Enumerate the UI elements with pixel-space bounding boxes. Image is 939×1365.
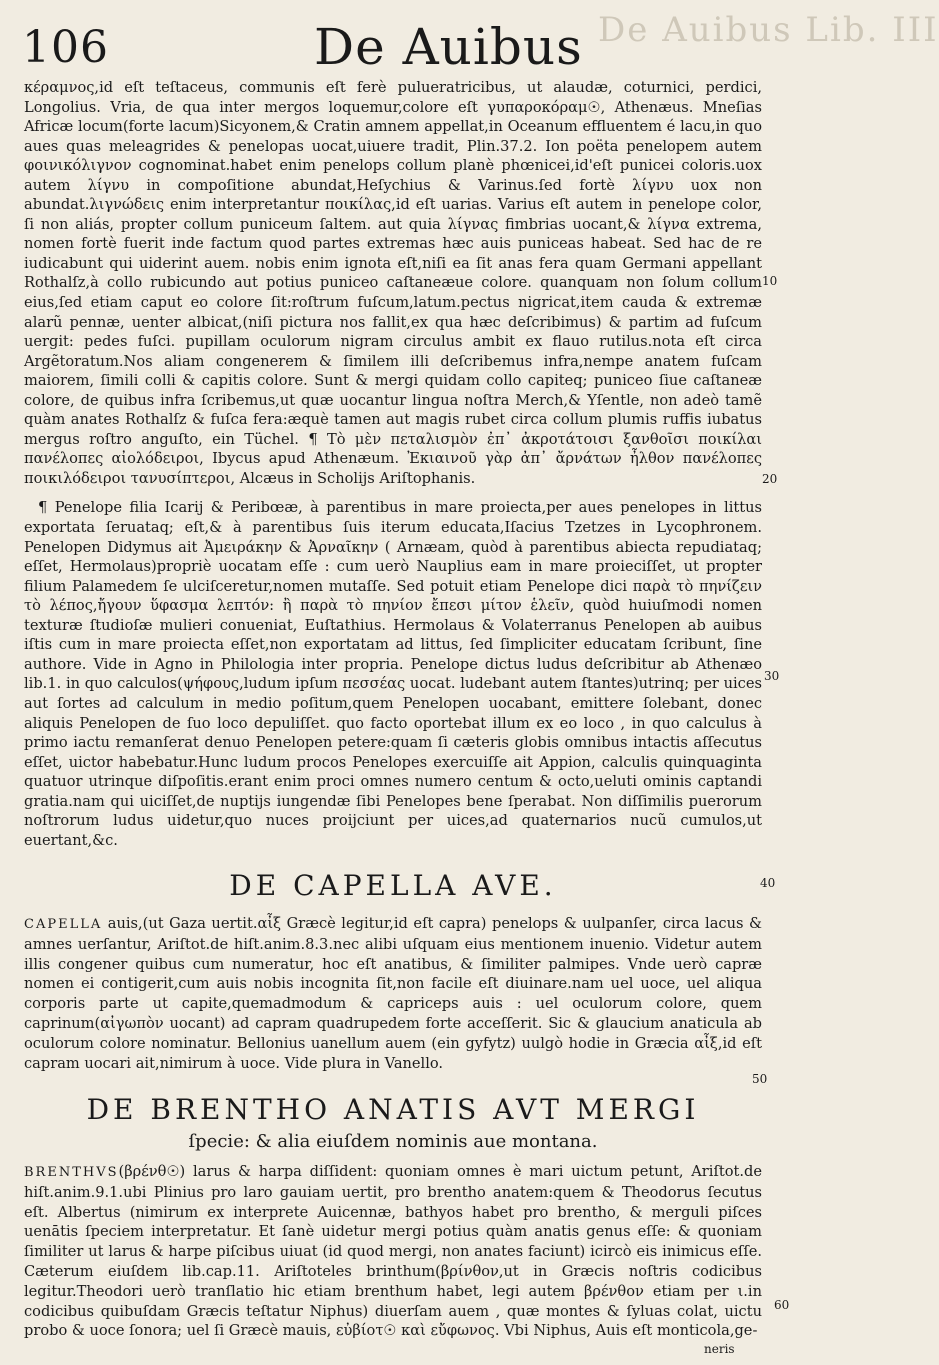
line-number: 20	[762, 472, 778, 486]
section-capella	[24, 866, 762, 1073]
section-subtitle: ſpecie: & alia eiuſdem nominis aue montana.	[188, 1131, 598, 1152]
catchword: neris	[704, 1342, 735, 1356]
section-text	[24, 914, 762, 1073]
paragraph-penelope-myth: ¶ Penelope filia Icarij & Peribœæ, à parentibus in mare proiecta,per aues penelopes in littus exportata ſeruataq; eſt,& à parentibus ſuis iterum educata,Iſacius Tzetzes in Lycophronem. Penelopen Didymus ait Ἀμειράκην & Ἀρναῖκην ( Arnæam, quòd à parentibus abiecta repudiataq; eſſet, Hermolaus)propriè uocatam eſſe : cum uerò Nauplius eam in mare proieciſſet, ut propter filium Palamedem ſe ulciſceretur,nomen mutaſſe. Sed potuit etiam Penelope dici παρὰ τὸ πηνίζειν τὸ λέπος,ἤγουν ὕφασμα λεπτόν: ἢ παρὰ τὸ πηνίον ἔπεσι μίτον ἑλεῖν, quòd huiuſmodi nomen texturæ ſtudioſæ mulieri conueniat, Euſtathius. Hermolaus & Volaterranus Penelopen ab auibus iſtis cum in mare proiecta eſſet,non exportatam ad littus, ſed ſimpliciter educatam ſcribunt, ſine authore. Vide in Agno in Philologia inter propria. Penelope dictus ludus deſcribitur ab Athenæo lib.1. in quo calculos(ψήφους,ludum ipſum πεσσέας uocat. ludebant autem ſtantes)utrinq; per uices aut ſortes ad calculum in medio poſitum,quem Penelopen uocabant, emittere ſolebant, donec aliquis Penelopen de ſuo loco depuliſſet. quo facto oportebat illum ex eo loco , in quo calculus à primo iactu remanſerat denuo Penelopen petere:quam ſi cæteris globis omnibus intactis aſſecutus eſſet, uictor habebatur.Hunc ludum procos Penelopes exercuiſſe ait Appion, calculis quinquaginta quatuor utrinque diſpoſitis.erant enim proci omnes numero centum & octo,ueluti ominis captandi gratia.nam qui uiciſſet,de nuptijs iungendæ ſibi Penelopes bene ſperabat. Non diſſimilis puerorum noſtrorum ludus uidetur,quo nuces proijciunt per uices,ad quaternarios nucũ cumulos,ut euertant,&c.	[24, 499, 762, 849]
bleed-through-text: De Auibus Lib. III	[598, 10, 939, 50]
section-brenthus	[24, 1090, 762, 1341]
line-number: 30	[764, 669, 780, 683]
section-body-text: auis,(ut Gaza uertit.αἶξ Græcè legitur,id eſt capra) penelops & uulpanſer, circa lacus & amnes uerſantur, Ariſtot.de hiſt.anim.8.3.nec alibi uſquam eius mentionem inuenio. Videtur autem illis congener quibus cum numeratur, hoc eſt anatibus, & ſimiliter palmipes. Vnde uerò capræ nomen ei contigerit,cum auis nobis incognita ſit,non facile eſt diuinare.nam uel uoce, uel aliqua corporis parte ut capite,quemadmodum & capriceps auis : uel oculorum colore, quem caprinum(αἰγωπὸν uocant) ad capram quadrupedem forte acceſſerit. Sic & glaucium anaticula ab oculorum colore nominatur. Bellonius uanellum auem (ein gyfytz) uulgò hodie in Græcia αἶξ,id eſt capram uocari ait,nimirum à uoce. Vide plura in Vanello.	[24, 915, 762, 1072]
main-text	[24, 78, 762, 850]
page-number: 106	[22, 22, 109, 73]
line-number: 60	[774, 1298, 790, 1312]
section-title: DE BRENTHO ANATIS AVT MERGI	[86, 1093, 700, 1126]
page-header	[22, 20, 762, 82]
paragraph-penelops: κέραμνος,id eſt teſtaceus, communis eſt ferè pulueratricibus, ut alaudæ, coturnici, perdici, Longolius. Vria, de qua inter mergos loquemur,colore eſt γυπαροκόραμ☉, Athenæus. Mneſias Africæ locum(forte lacum)Sicyonem,& Cratin amnem appellat,in Oceanum effluentem é lacu,in quo aues quas meleagrides & penelopas uocat,uiuere tradit, Plin.37.2. Ion poëta penelopem autem φοινικόλιγνον cognominat.habet enim penelops collum planè phœnicei,id'eſt punicei coloris.uox autem λίγνυ in compoſitione abundat,Heſychius & Varinus.ſed fortè λίγνυ uox non abundat.λιγνώδεις enim interpretantur ποικίλας,id eſt uarias. Varius eſt autem in penelope color, ſi non aliás, propter collum puniceum ſaltem. aut quia λίγνας fimbrias uocant,& λίγνα extrema, nomen fortè fuerit inde factum quod partes extremas hæc auis puniceas habeat. Sed hac de re iudicabunt qui uiderint auem. nobis enim ignota eſt,niſi ea ſit anas fera quam Germani appellant Rothalſz,à collo rubicundo aut potius puniceo caſtaneæue colore. quanquam non ſolum collum eius,ſed etiam caput eo colore ſit:roſtrum fuſcum,latum.pectus nigricat,item cauda & extremæ alarũ pennæ, uenter albicat,(niſi pictura nos fallit,ex qua hæc deſcribimus) & partim ad fuſcum uergit: pedes fuſci. pupillam oculorum nigram circulus ambit ex flauo rutilus.nota eſt circa Argẽtoratum.Nos aliam congenerem & ſimilem illi deſcribemus infra,nempe anatem fuſcam maiorem, ſimili colli & capitis colore. Sunt & mergi quidam collo capiteq; puniceo ſiue caſtaneæ colore, de quibus infra ſcribemus,ut quæ uocantur lingua noſtra Merch,& Yſentle, non adeò tamẽ quàm anates Rothalſz & fuſca fera:æquè tamen aut magis rubet circa collum plumis ruffis iubatus mergus roſtro anguſto, ein Tüchel. ¶ Τὸ μὲν πεταλισμὸν ἐπ᾽ ἀκροτάτοισι ξανθοῖσι ποικίλαι πανέλοπες αἰολόδειροι, Ibycus apud Athenæum. Ἐκιαινοῦ γὰρ ἀπ᾽ ἄρνάτων ἦλθον πανέλοπες ποικιλόδειροι τανυσίπτεροι, Alcæus in Scholijs Ariſtophanis.	[24, 79, 762, 487]
section-lead-word: BRENTHVS	[24, 1165, 119, 1180]
line-number: 10	[762, 274, 778, 288]
line-number: 40	[760, 876, 776, 890]
line-number: 50	[752, 1072, 768, 1086]
section-body-text: (βρένθ☉) larus & harpa diſſident: quoniam omnes è mari uictum petunt, Ariſtot.de hiſt.anim.9.1.ubi Plinius pro laro gauiam uertit, pro brentho anatem:quem & Theodorus ſecutus eſt. Albertus (nimirum ex interprete Auicennæ, bathyos habet pro brentho, & merguli piſces uenātis ſpeciem interpretatur. Et ſanè uidetur mergi potius quàm anatis genus eſſe: & quoniam ſimiliter ut larus & harpe piſcibus uiuat (id quod mergi, non anates faciunt) icircò eis inimicus eſſe. Cæterum eiuſdem lib.cap.11. Ariſtoteles brinthum(βρίνθον,ut in Græcis noſtris codicibus legitur.Theodori uerò tranſlatio hic etiam brenthum habet, legi autem βρένθον etiam per ι.in codicibus quibuſdam Græcis teſtatur Niphus) diuerſam auem , quæ montes & ſyluas colat, uictu probo & uoce ſonora; uel ſi Græcè mauis, εὐβίοτ☉ καὶ εὔφωνος. Vbi Niphus, Auis eſt monticola,ge-	[24, 1163, 762, 1340]
section-text	[24, 1162, 762, 1341]
running-title: De Auibus	[314, 18, 583, 76]
section-lead-word: CAPELLA	[24, 917, 103, 932]
section-title: DE CAPELLA AVE.	[229, 869, 557, 902]
